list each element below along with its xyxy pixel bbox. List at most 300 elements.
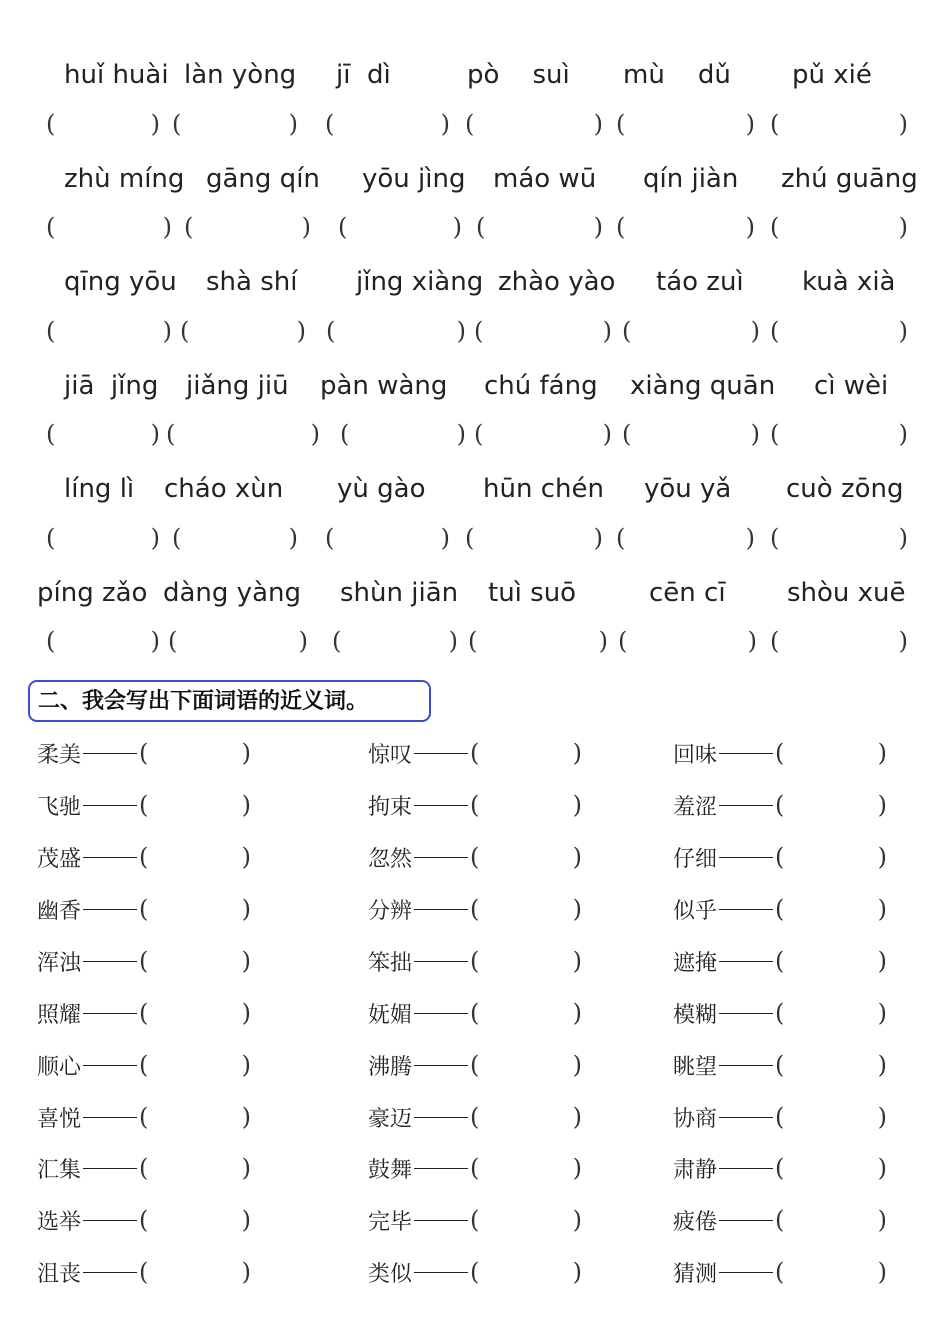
synonym-answer-blank[interactable] [470, 999, 582, 1027]
open-paren: ( [180, 317, 190, 345]
open-paren: ( [775, 895, 785, 923]
open-paren: ( [46, 110, 56, 138]
pinyin-row [0, 369, 950, 409]
dash-line [719, 857, 773, 858]
synonym-word: 浑浊 [37, 950, 82, 976]
close-paren: ) [877, 1154, 888, 1182]
synonym-row [0, 1099, 950, 1139]
close-paren: ) [877, 999, 888, 1027]
answer-blank[interactable] [326, 315, 466, 347]
synonym-answer-blank[interactable] [139, 739, 251, 767]
open-paren: ( [139, 1051, 149, 1079]
dash-line [414, 1272, 468, 1273]
dash-line [414, 753, 468, 754]
synonym-word: 妩媚 [368, 1002, 413, 1028]
pinyin-row [0, 162, 950, 202]
open-paren: ( [470, 739, 480, 767]
synonym-item [368, 1099, 582, 1135]
synonym-word: 肃静 [673, 1157, 718, 1183]
synonym-answer-blank[interactable] [470, 843, 582, 871]
open-paren: ( [616, 524, 626, 552]
close-paren: ) [898, 317, 908, 345]
open-paren: ( [616, 110, 626, 138]
close-paren: ) [572, 1154, 583, 1182]
close-paren: ) [288, 524, 298, 552]
dash-line [719, 1013, 773, 1014]
synonym-answer-blank[interactable] [470, 1103, 582, 1131]
dash-line [83, 805, 137, 806]
dash-line [719, 1220, 773, 1221]
close-paren: ) [593, 110, 603, 138]
answer-blank[interactable] [46, 418, 160, 450]
close-paren: ) [898, 213, 908, 241]
answer-blank[interactable] [770, 522, 908, 554]
synonym-answer-blank[interactable] [775, 999, 887, 1027]
pinyin-text: pàn wàng [320, 371, 448, 401]
answer-blank[interactable] [46, 315, 172, 347]
open-paren: ( [46, 524, 56, 552]
synonym-answer-blank[interactable] [775, 843, 887, 871]
open-paren: ( [775, 1258, 785, 1286]
pinyin-text: shòu xuē [787, 578, 906, 608]
dash-line [414, 909, 468, 910]
synonym-answer-blank[interactable] [470, 1206, 582, 1234]
pinyin-row [0, 265, 950, 305]
answer-blank[interactable] [770, 418, 908, 450]
close-paren: ) [572, 1103, 583, 1131]
open-paren: ( [470, 1051, 480, 1079]
dash-line [719, 961, 773, 962]
answer-row [0, 315, 950, 351]
synonym-answer-blank[interactable] [139, 791, 251, 819]
dash-line [83, 1117, 137, 1118]
synonym-word: 分辨 [368, 898, 413, 924]
open-paren: ( [770, 213, 780, 241]
synonym-item [673, 1254, 887, 1290]
synonym-item [37, 839, 251, 875]
answer-blank[interactable] [46, 108, 160, 140]
synonym-item [368, 1047, 582, 1083]
synonym-answer-blank[interactable] [470, 791, 582, 819]
pinyin-row [0, 576, 950, 616]
close-paren: ) [310, 420, 320, 448]
dash-line [83, 857, 137, 858]
synonym-answer-blank[interactable] [139, 1258, 251, 1286]
pinyin-text: dàng yàng [163, 578, 301, 608]
close-paren: ) [241, 895, 252, 923]
synonym-answer-blank[interactable] [470, 947, 582, 975]
open-paren: ( [616, 213, 626, 241]
pinyin-text: hūn chén [483, 474, 604, 504]
close-paren: ) [241, 843, 252, 871]
synonym-word: 茂盛 [37, 846, 82, 872]
close-paren: ) [572, 1051, 583, 1079]
open-paren: ( [775, 1206, 785, 1234]
synonym-word: 柔美 [37, 742, 82, 768]
close-paren: ) [572, 791, 583, 819]
answer-blank[interactable] [770, 315, 908, 347]
answer-blank[interactable] [476, 211, 603, 243]
pinyin-text: xiàng quān [630, 371, 776, 401]
synonym-answer-blank[interactable] [139, 1154, 251, 1182]
open-paren: ( [139, 999, 149, 1027]
close-paren: ) [602, 317, 612, 345]
pinyin-text: kuà xià [802, 267, 896, 297]
synonym-answer-blank[interactable] [139, 999, 251, 1027]
synonym-answer-blank[interactable] [470, 1154, 582, 1182]
open-paren: ( [470, 947, 480, 975]
open-paren: ( [172, 110, 182, 138]
pinyin-row [0, 472, 950, 512]
close-paren: ) [877, 1206, 888, 1234]
synonym-item [37, 943, 251, 979]
synonym-row [0, 787, 950, 827]
pinyin-text: jiā jǐng [64, 371, 159, 401]
dash-line [414, 1117, 468, 1118]
open-paren: ( [775, 999, 785, 1027]
synonym-answer-blank[interactable] [139, 843, 251, 871]
close-paren: ) [296, 317, 306, 345]
answer-row [0, 522, 950, 558]
open-paren: ( [139, 1154, 149, 1182]
answer-blank[interactable] [46, 522, 160, 554]
open-paren: ( [622, 420, 632, 448]
close-paren: ) [150, 110, 160, 138]
answer-blank[interactable] [465, 108, 603, 140]
dash-line [719, 805, 773, 806]
synonym-answer-blank[interactable] [775, 1154, 887, 1182]
close-paren: ) [241, 999, 252, 1027]
pinyin-text: shùn jiān [340, 578, 459, 608]
answer-row [0, 211, 950, 247]
answer-blank[interactable] [622, 315, 760, 347]
synonym-item [37, 891, 251, 927]
synonym-word: 沸腾 [368, 1054, 413, 1080]
dash-line [719, 1117, 773, 1118]
open-paren: ( [470, 791, 480, 819]
synonym-item [673, 1150, 887, 1186]
pinyin-text: jī dì [336, 60, 391, 90]
synonym-item [368, 1150, 582, 1186]
synonym-word: 照耀 [37, 1002, 82, 1028]
pinyin-text: huǐ huài [64, 60, 169, 90]
answer-blank[interactable] [770, 108, 908, 140]
dash-line [83, 753, 137, 754]
synonym-row [0, 891, 950, 931]
close-paren: ) [298, 627, 308, 655]
open-paren: ( [139, 1258, 149, 1286]
synonym-item [673, 995, 887, 1031]
open-paren: ( [770, 110, 780, 138]
close-paren: ) [452, 213, 462, 241]
synonym-word: 似乎 [673, 898, 718, 924]
close-paren: ) [241, 1154, 252, 1182]
close-paren: ) [150, 420, 160, 448]
close-paren: ) [241, 1258, 252, 1286]
synonym-answer-blank[interactable] [139, 947, 251, 975]
open-paren: ( [775, 843, 785, 871]
answer-blank[interactable] [465, 522, 603, 554]
open-paren: ( [775, 947, 785, 975]
close-paren: ) [301, 213, 311, 241]
pinyin-text: gāng qín [206, 164, 320, 194]
synonym-item [37, 1254, 251, 1290]
answer-blank[interactable] [184, 211, 311, 243]
pinyin-text: qín jiàn [643, 164, 739, 194]
answer-blank[interactable] [616, 211, 755, 243]
close-paren: ) [898, 627, 908, 655]
synonym-item [368, 891, 582, 927]
pinyin-text: líng lì [64, 474, 135, 504]
synonym-answer-blank[interactable] [470, 1258, 582, 1286]
pinyin-text: zhào yào [498, 267, 616, 297]
open-paren: ( [46, 317, 56, 345]
answer-blank[interactable] [180, 315, 306, 347]
synonym-item [673, 1202, 887, 1238]
synonym-word: 选举 [37, 1209, 82, 1235]
answer-blank[interactable] [168, 625, 308, 657]
close-paren: ) [456, 420, 466, 448]
open-paren: ( [775, 739, 785, 767]
dash-line [719, 909, 773, 910]
close-paren: ) [898, 110, 908, 138]
synonym-answer-blank[interactable] [775, 791, 887, 819]
open-paren: ( [770, 627, 780, 655]
dash-line [414, 857, 468, 858]
close-paren: ) [598, 627, 608, 655]
answer-blank[interactable] [172, 522, 298, 554]
synonym-item [673, 839, 887, 875]
pinyin-text: táo zuì [656, 267, 744, 297]
close-paren: ) [747, 627, 757, 655]
section-2-title: 二、我会写出下面词语的近义词。 [28, 680, 431, 722]
pinyin-text: máo wū [493, 164, 597, 194]
answer-blank[interactable] [770, 211, 908, 243]
close-paren: ) [448, 627, 458, 655]
close-paren: ) [877, 843, 888, 871]
close-paren: ) [593, 213, 603, 241]
pinyin-text: cì wèi [814, 371, 889, 401]
open-paren: ( [139, 791, 149, 819]
dash-line [414, 1065, 468, 1066]
answer-blank[interactable] [616, 108, 755, 140]
open-paren: ( [470, 1258, 480, 1286]
pinyin-text: zhú guāng [781, 164, 918, 194]
open-paren: ( [325, 524, 335, 552]
synonym-item [37, 1047, 251, 1083]
dash-line [83, 1168, 137, 1169]
synonym-item [673, 1099, 887, 1135]
synonym-answer-blank[interactable] [139, 1206, 251, 1234]
open-paren: ( [340, 420, 350, 448]
close-paren: ) [877, 791, 888, 819]
synonym-answer-blank[interactable] [775, 1103, 887, 1131]
answer-blank[interactable] [46, 211, 172, 243]
synonym-word: 汇集 [37, 1157, 82, 1183]
open-paren: ( [325, 110, 335, 138]
dash-line [719, 753, 773, 754]
synonym-word: 鼓舞 [368, 1157, 413, 1183]
close-paren: ) [440, 110, 450, 138]
answer-blank[interactable] [166, 418, 320, 450]
synonym-item [673, 891, 887, 927]
close-paren: ) [745, 213, 755, 241]
synonym-word: 猜测 [673, 1261, 718, 1287]
synonym-answer-blank[interactable] [470, 895, 582, 923]
synonym-answer-blank[interactable] [775, 895, 887, 923]
open-paren: ( [168, 627, 178, 655]
close-paren: ) [162, 317, 172, 345]
answer-blank[interactable] [616, 522, 755, 554]
answer-blank[interactable] [325, 522, 450, 554]
pinyin-text: jǐng xiàng [356, 267, 484, 297]
close-paren: ) [593, 524, 603, 552]
close-paren: ) [572, 1258, 583, 1286]
answer-blank[interactable] [468, 625, 608, 657]
answer-blank[interactable] [325, 108, 450, 140]
synonym-word: 幽香 [37, 898, 82, 924]
synonym-word: 喜悦 [37, 1106, 82, 1132]
synonym-answer-blank[interactable] [470, 739, 582, 767]
synonym-item [368, 1202, 582, 1238]
close-paren: ) [572, 843, 583, 871]
close-paren: ) [877, 739, 888, 767]
pinyin-text: mù dǔ [623, 60, 731, 90]
open-paren: ( [139, 895, 149, 923]
synonym-answer-blank[interactable] [775, 1258, 887, 1286]
close-paren: ) [241, 791, 252, 819]
synonym-word: 眺望 [673, 1054, 718, 1080]
pinyin-text: zhù míng [64, 164, 185, 194]
open-paren: ( [470, 895, 480, 923]
dash-line [414, 961, 468, 962]
close-paren: ) [162, 213, 172, 241]
dash-line [414, 1013, 468, 1014]
close-paren: ) [877, 1103, 888, 1131]
synonym-item [368, 839, 582, 875]
synonym-word: 完毕 [368, 1209, 413, 1235]
synonym-word: 羞涩 [673, 794, 718, 820]
synonym-word: 疲倦 [673, 1209, 718, 1235]
synonym-word: 顺心 [37, 1054, 82, 1080]
pinyin-text: cuò zōng [786, 474, 904, 504]
open-paren: ( [470, 1154, 480, 1182]
open-paren: ( [465, 524, 475, 552]
open-paren: ( [470, 1103, 480, 1131]
answer-row [0, 625, 950, 661]
open-paren: ( [622, 317, 632, 345]
synonym-row [0, 1150, 950, 1190]
dash-line [719, 1168, 773, 1169]
pinyin-text: pò suì [467, 60, 570, 90]
answer-blank[interactable] [332, 625, 458, 657]
answer-blank[interactable] [618, 625, 757, 657]
synonym-word: 飞驰 [37, 794, 82, 820]
open-paren: ( [139, 1103, 149, 1131]
synonym-answer-blank[interactable] [775, 1051, 887, 1079]
pinyin-text: píng zǎo [37, 578, 148, 608]
synonym-item [673, 943, 887, 979]
pinyin-text: yōu jìng [362, 164, 466, 194]
open-paren: ( [474, 420, 484, 448]
synonym-answer-blank[interactable] [470, 1051, 582, 1079]
synonym-item [368, 943, 582, 979]
synonym-answer-blank[interactable] [139, 1103, 251, 1131]
answer-blank[interactable] [622, 418, 760, 450]
dash-line [83, 1013, 137, 1014]
synonym-row [0, 839, 950, 879]
open-paren: ( [326, 317, 336, 345]
open-paren: ( [476, 213, 486, 241]
close-paren: ) [877, 1258, 888, 1286]
synonym-row [0, 1254, 950, 1294]
close-paren: ) [572, 739, 583, 767]
close-paren: ) [602, 420, 612, 448]
open-paren: ( [46, 213, 56, 241]
answer-blank[interactable] [474, 418, 612, 450]
answer-blank[interactable] [172, 108, 298, 140]
open-paren: ( [470, 1206, 480, 1234]
synonym-answer-blank[interactable] [775, 1206, 887, 1234]
pinyin-text: cháo xùn [164, 474, 284, 504]
answer-blank[interactable] [338, 211, 462, 243]
close-paren: ) [150, 627, 160, 655]
synonym-row [0, 1202, 950, 1242]
pinyin-text: qīng yōu [64, 267, 177, 297]
close-paren: ) [440, 524, 450, 552]
answer-blank[interactable] [770, 625, 908, 657]
close-paren: ) [898, 420, 908, 448]
synonym-row [0, 943, 950, 983]
synonym-item [37, 995, 251, 1031]
close-paren: ) [241, 739, 252, 767]
close-paren: ) [241, 947, 252, 975]
open-paren: ( [338, 213, 348, 241]
close-paren: ) [750, 317, 760, 345]
synonym-item [37, 1150, 251, 1186]
synonym-answer-blank[interactable] [139, 1051, 251, 1079]
close-paren: ) [456, 317, 466, 345]
synonym-answer-blank[interactable] [775, 739, 887, 767]
synonym-answer-blank[interactable] [775, 947, 887, 975]
answer-row [0, 108, 950, 144]
close-paren: ) [898, 524, 908, 552]
open-paren: ( [770, 317, 780, 345]
synonym-word: 笨拙 [368, 950, 413, 976]
synonym-item [368, 1254, 582, 1290]
answer-blank[interactable] [46, 625, 160, 657]
open-paren: ( [775, 1051, 785, 1079]
synonym-word: 回味 [673, 742, 718, 768]
close-paren: ) [877, 895, 888, 923]
open-paren: ( [775, 791, 785, 819]
synonym-item [368, 995, 582, 1031]
answer-blank[interactable] [340, 418, 466, 450]
synonym-item [37, 735, 251, 771]
synonym-answer-blank[interactable] [139, 895, 251, 923]
open-paren: ( [465, 110, 475, 138]
pinyin-text: cēn cī [649, 578, 726, 608]
open-paren: ( [618, 627, 628, 655]
close-paren: ) [572, 1206, 583, 1234]
synonym-row [0, 995, 950, 1035]
pinyin-text: shà shí [206, 267, 298, 297]
answer-blank[interactable] [474, 315, 612, 347]
dash-line [83, 1220, 137, 1221]
synonym-word: 遮掩 [673, 950, 718, 976]
open-paren: ( [139, 1206, 149, 1234]
dash-line [719, 1272, 773, 1273]
